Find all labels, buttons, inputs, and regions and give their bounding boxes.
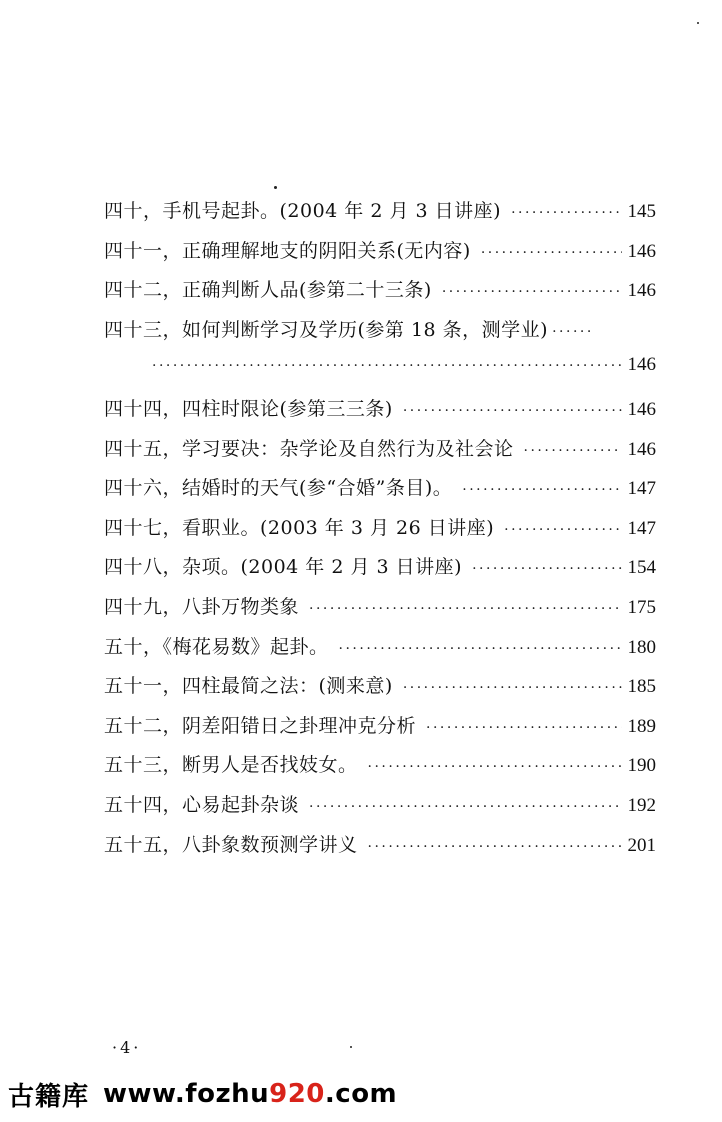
leader-dots bbox=[403, 403, 622, 419]
toc-entry[interactable] bbox=[104, 632, 656, 672]
toc-entry-page: 154 bbox=[627, 557, 656, 579]
toc-entry-title: 四十九，八卦万物类象 bbox=[104, 595, 300, 618]
leader-dots bbox=[524, 443, 622, 459]
leader-dots bbox=[339, 641, 622, 657]
leader-dots bbox=[552, 324, 590, 340]
toc-entry-title: 四十三，如何判断学习及学历(参第 18 条，测学业) bbox=[104, 318, 549, 341]
toc-entry-title: 四十八，杂项。(2004 年 2 月 3 日讲座) bbox=[104, 556, 463, 579]
toc-entry-page: 190 bbox=[627, 755, 656, 777]
toc-entry-page: 192 bbox=[627, 794, 656, 816]
site-watermark bbox=[8, 1072, 405, 1116]
toc-entry-title: 五十，《梅花易数》起卦。 bbox=[104, 635, 329, 658]
watermark-site-name: 古籍库 bbox=[8, 1081, 90, 1112]
watermark-url-number: 920 bbox=[269, 1079, 325, 1109]
toc-entry[interactable] bbox=[104, 236, 656, 276]
stray-dot bbox=[350, 1046, 352, 1048]
toc-entry-page: 175 bbox=[627, 596, 656, 618]
toc-entry-page: 145 bbox=[627, 201, 656, 222]
toc-entry-page: 147 bbox=[627, 517, 656, 539]
table-of-contents bbox=[104, 196, 656, 869]
leader-dots bbox=[462, 482, 621, 498]
toc-entry-title: 四十四，四柱时限论(参第三三条) bbox=[104, 397, 393, 420]
toc-entry-continuation[interactable] bbox=[104, 354, 656, 394]
leader-dots bbox=[309, 799, 621, 815]
toc-entry-title: 五十三，断男人是否找妓女。 bbox=[104, 754, 358, 777]
toc-entry[interactable] bbox=[104, 275, 656, 315]
watermark-url-prefix: www.fozhu bbox=[103, 1079, 270, 1109]
toc-entry[interactable] bbox=[104, 552, 656, 592]
toc-entry[interactable] bbox=[104, 473, 656, 513]
leader-dots bbox=[426, 720, 621, 736]
toc-entry-page: 146 bbox=[627, 438, 656, 460]
leader-dots bbox=[152, 358, 622, 374]
toc-entry-title: 四十二，正确判断人品(参第二十三条) bbox=[104, 279, 432, 302]
leader-dots bbox=[368, 839, 622, 855]
stray-dot bbox=[697, 22, 699, 24]
toc-entry-title: 五十一，四柱最简之法：(测来意) bbox=[104, 675, 393, 698]
toc-entry-page: 201 bbox=[627, 834, 656, 856]
leader-dots bbox=[368, 759, 622, 775]
toc-entry-title: 五十五，八卦象数预测学讲义 bbox=[104, 833, 358, 856]
toc-entry[interactable] bbox=[104, 711, 656, 751]
toc-entry[interactable] bbox=[104, 671, 656, 711]
toc-entry-page: 146 bbox=[627, 354, 656, 376]
toc-entry[interactable] bbox=[104, 434, 656, 474]
leader-dots bbox=[309, 601, 621, 617]
toc-entry-title: 四十一，正确理解地支的阴阳关系(无内容) bbox=[104, 239, 471, 262]
toc-entry-title: 四十六，结婚时的天气(参“合婚”条目)。 bbox=[104, 477, 453, 500]
toc-entry-page: 146 bbox=[627, 240, 656, 262]
leader-dots bbox=[481, 245, 622, 261]
toc-entry-title: 五十二，阴差阳错日之卦理冲克分析 bbox=[104, 714, 417, 737]
toc-entry[interactable] bbox=[104, 750, 656, 790]
toc-entry-page: 185 bbox=[627, 676, 656, 698]
toc-entry-title: 四十，手机号起卦。(2004 年 2 月 3 日讲座) bbox=[104, 200, 502, 222]
leader-dots bbox=[504, 522, 621, 538]
leader-dots bbox=[511, 205, 621, 221]
stray-dot bbox=[274, 186, 277, 189]
toc-entry[interactable] bbox=[104, 394, 656, 434]
page-number: ·4· bbox=[112, 1038, 142, 1057]
toc-entry-page: 189 bbox=[627, 715, 656, 737]
toc-entry[interactable] bbox=[104, 513, 656, 553]
watermark-url[interactable] bbox=[103, 1079, 397, 1109]
toc-entry[interactable] bbox=[104, 592, 656, 632]
leader-dots bbox=[442, 284, 622, 300]
toc-entry-page: 147 bbox=[627, 478, 656, 500]
toc-entry-title: 四十七，看职业。(2003 年 3 月 26 日讲座) bbox=[104, 516, 495, 539]
leader-dots bbox=[472, 561, 621, 577]
toc-entry[interactable] bbox=[104, 196, 656, 236]
toc-entry[interactable] bbox=[104, 830, 656, 870]
leader-dots bbox=[403, 680, 622, 696]
toc-entry[interactable] bbox=[104, 315, 656, 355]
toc-entry-page: 146 bbox=[627, 398, 656, 420]
toc-entry-page: 146 bbox=[627, 280, 656, 302]
toc-entry-title: 五十四，心易起卦杂谈 bbox=[104, 793, 300, 816]
toc-entry-title: 四十五，学习要决：杂学论及自然行为及社会论 bbox=[104, 437, 514, 460]
toc-entry-page: 180 bbox=[627, 636, 656, 658]
toc-entry[interactable] bbox=[104, 790, 656, 830]
watermark-url-suffix: .com bbox=[324, 1079, 398, 1109]
